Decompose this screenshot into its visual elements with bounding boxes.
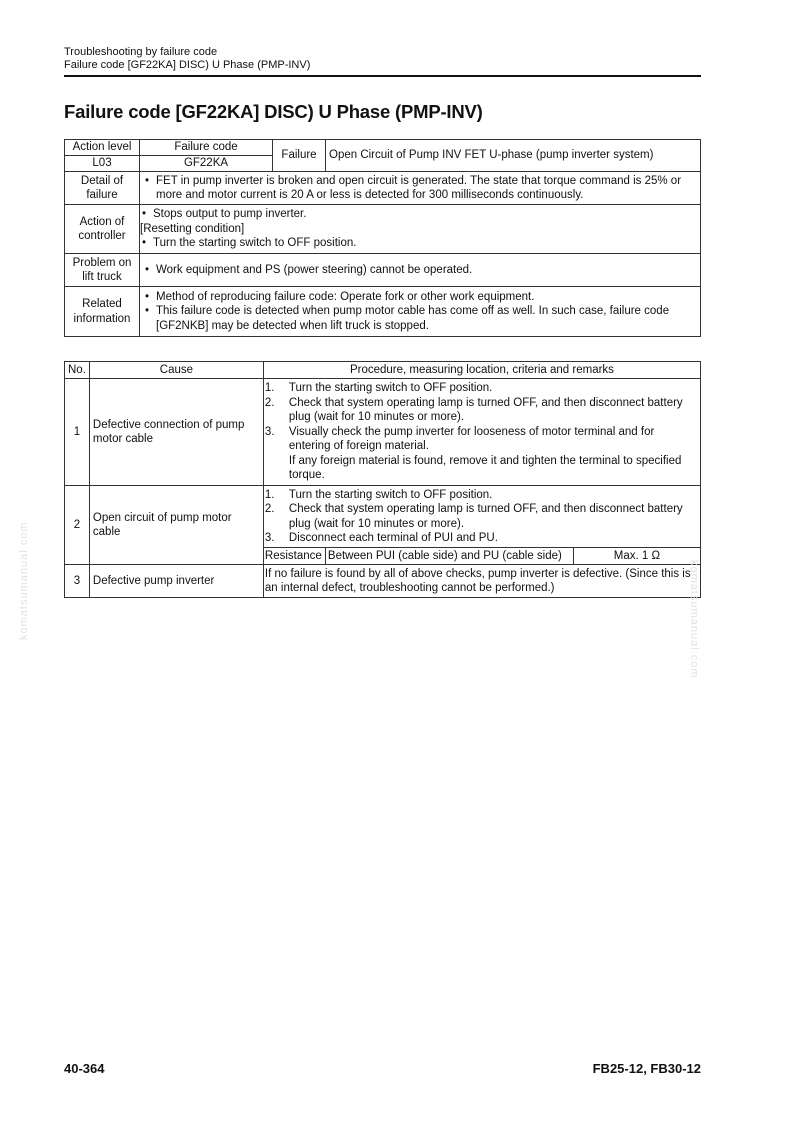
- step-number: 3.: [264, 425, 275, 438]
- problem-text: • Work equipment and PS (power steering) cannot be operated.: [143, 263, 697, 278]
- row-no: 3: [65, 565, 90, 598]
- procedure-remark: If any foreign material is found, remove it and tighten the terminal to specified torque.: [288, 454, 682, 482]
- step-text: Check that system operating lamp is turned OFF, and then disconnect battery plug (wait for 10 minutes or more).: [288, 503, 683, 530]
- col-header-no: No.: [65, 362, 90, 379]
- detail-text: • FET in pump inverter is broken and open circuit is generated. The state that torque command is 25% or more and motor current is 20 A or less is detected for 300 milliseconds continuously.: [143, 174, 697, 203]
- failure-text: Open Circuit of Pump INV FET U-phase (pump inverter system): [326, 140, 701, 172]
- problem-label: Problem on lift truck: [65, 254, 140, 287]
- step-number: 1.: [264, 382, 275, 395]
- step-text: Turn the starting switch to OFF position.: [288, 488, 493, 501]
- col-header-procedure: Procedure, measuring location, criteria and remarks: [263, 362, 700, 379]
- header-line-2: Failure code [GF22KA] DISC) U Phase (PMP-INV): [64, 59, 311, 71]
- action-level-value: L03: [65, 156, 140, 172]
- failure-label: Failure: [273, 140, 326, 172]
- running-header: [64, 46, 701, 72]
- resistance-between: Between PUI (cable side) and PU (cable side): [325, 548, 573, 565]
- failure-code-label: Failure code: [140, 140, 273, 156]
- watermark-right: komatsumanual.com: [688, 560, 700, 679]
- model-name: FB25-12, FB30-12: [592, 1061, 701, 1076]
- resistance-label: Resistance: [263, 548, 325, 565]
- action-item-1: • Stops output to pump inverter.: [140, 207, 697, 222]
- watermark-left: komatsumanual.com: [18, 521, 30, 640]
- action-item-2: • Turn the starting switch to OFF position.: [140, 236, 697, 251]
- table-row: [65, 486, 701, 548]
- table-row: [65, 379, 701, 486]
- related-item-2: • This failure code is detected when pump motor cable has come off as well. In such case, failure code [GF2NKB] may be detected when lift truck is stopped.: [143, 304, 697, 333]
- procedure-step: [265, 396, 697, 425]
- procedure-step: [265, 502, 697, 531]
- step-text: Check that system operating lamp is turned OFF, and then disconnect battery plug (wait for 10 minutes or more).: [288, 396, 683, 424]
- action-label: Action of controller: [65, 205, 140, 254]
- step-number: 2.: [264, 503, 275, 515]
- step-text: Turn the starting switch to OFF position.: [288, 382, 493, 395]
- related-item-1: • Method of reproducing failure code: Operate fork or other work equipment.: [143, 290, 697, 305]
- header-line-1: Troubleshooting by failure code: [64, 46, 218, 58]
- procedure-step: [265, 381, 697, 396]
- action-reset-condition: [Resetting condition]: [140, 222, 245, 235]
- row-cause: Defective connection of pump motor cable: [89, 379, 263, 486]
- related-label: Related information: [65, 287, 140, 337]
- col-header-cause: Cause: [89, 362, 263, 379]
- detail-label: Detail of failure: [65, 172, 140, 205]
- resistance-value: Max. 1 Ω: [573, 548, 700, 565]
- row-no: 1: [65, 379, 90, 486]
- step-number: 1.: [264, 488, 275, 501]
- header-rule: [64, 75, 701, 77]
- step-text: Disconnect each terminal of PUI and PU.: [288, 532, 498, 544]
- page-title: Failure code [GF22KA] DISC) U Phase (PMP-INV): [64, 101, 483, 122]
- table-row: [65, 565, 701, 598]
- procedure-step: [265, 425, 697, 454]
- row-no: 2: [65, 486, 90, 565]
- failure-code-value: GF22KA: [140, 156, 273, 172]
- step-number: 2.: [264, 396, 275, 409]
- step-number: 3.: [264, 532, 275, 544]
- cause-table: [64, 361, 701, 598]
- failure-info-table: [64, 139, 701, 337]
- action-level-label: Action level: [65, 140, 140, 156]
- row-cause: Defective pump inverter: [89, 565, 263, 598]
- step-text: Visually check the pump inverter for looseness of motor terminal and for entering of foreign material.: [288, 425, 655, 453]
- procedure-step: [265, 531, 697, 546]
- page-number: 40-364: [64, 1061, 105, 1076]
- row-cause: Open circuit of pump motor cable: [89, 486, 263, 565]
- row-procedure: If no failure is found by all of above checks, pump inverter is defective. (Since this is an internal defect, troubleshooting cannot be performed.): [263, 565, 700, 598]
- procedure-step: [265, 488, 697, 503]
